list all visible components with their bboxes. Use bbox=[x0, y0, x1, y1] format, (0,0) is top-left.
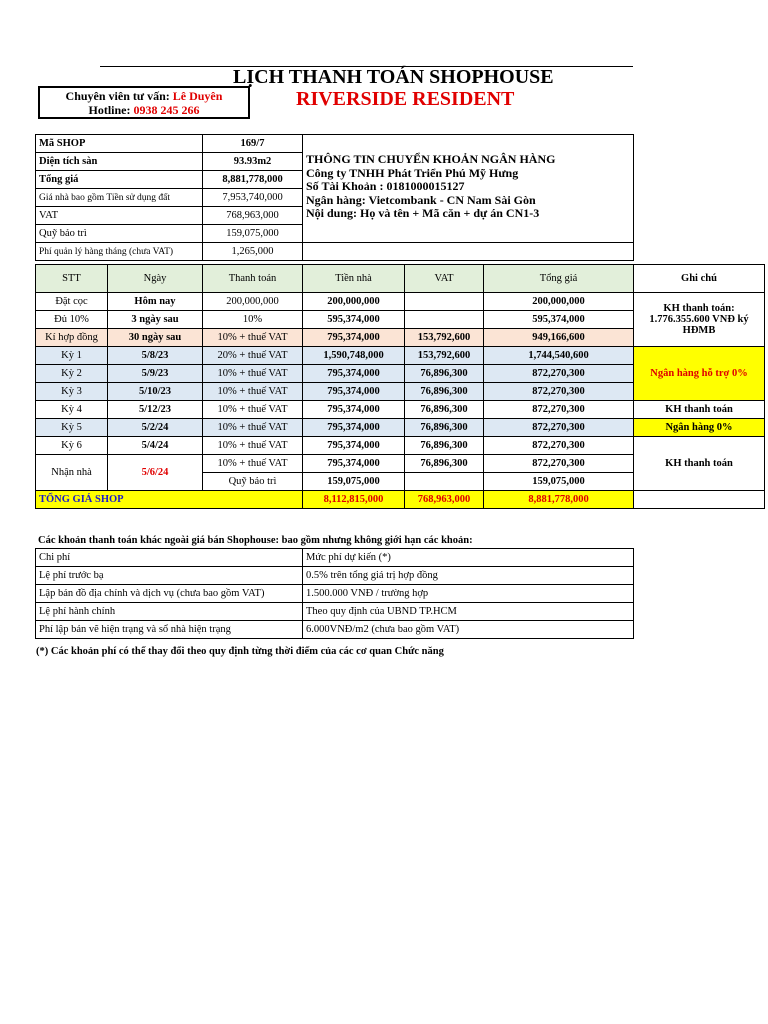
contact-box bbox=[38, 86, 250, 119]
fee-row: Chi phí Mức phí dự kiến (*) bbox=[36, 549, 634, 567]
hotline-number: 0938 245 266 bbox=[133, 103, 200, 117]
shop-info-table bbox=[35, 134, 634, 261]
table-row: Kỳ 2 5/9/23 10% + thuế VAT 795,374,000 76,896,300 872,270,300 bbox=[36, 365, 765, 383]
total-label: TỔNG GIÁ SHOP bbox=[36, 491, 303, 509]
table-row: Kỳ 5 5/2/24 10% + thuế VAT 795,374,000 76,896,300 872,270,300 Ngân hàng 0% bbox=[36, 419, 765, 437]
bank-support-note: Ngân hàng hỗ trợ 0% bbox=[634, 347, 765, 401]
consultant-line: Chuyên viên tư vấn: Lê Duyên bbox=[65, 89, 223, 103]
table-row: Đặt cọc Hôm nay 200,000,000 200,000,000 200,000,000 KH thanh toán: 1.776.355.600 VNĐ ký HĐMB bbox=[36, 293, 765, 311]
bank-transfer-info: THÔNG TIN CHUYỂN KHOẢN NGÂN HÀNG Công ty TNHH Phát Triển Phú Mỹ Hưng Số Tài Khoản : 0181000015127 Ngân hàng: Vietcombank - CN Nam Sài Gòn Nội dung: Họ và tên + Mã căn + dự án CN1-3 bbox=[303, 135, 634, 243]
info-row: Diện tích sàn 93.93m2 bbox=[36, 153, 634, 171]
table-row: Đủ 10% 3 ngày sau 10% 595,374,000 595,374,000 bbox=[36, 311, 765, 329]
table-row: Quỹ bảo trì 159,075,000 159,075,000 bbox=[36, 473, 765, 491]
final-note: KH thanh toán bbox=[634, 437, 765, 491]
info-row: Giá nhà bao gồm Tiền sử dụng đất 7,953,740,000 bbox=[36, 189, 634, 207]
table-row: Kỳ 3 5/10/23 10% + thuế VAT 795,374,000 76,896,300 872,270,300 bbox=[36, 383, 765, 401]
fee-row: Lệ phí hành chính Theo quy định của UBND TP.HCM bbox=[36, 603, 634, 621]
fees-footnote: (*) Các khoản phí có thể thay đổi theo quy định từng thời điểm của các cơ quan Chức năng bbox=[36, 646, 444, 657]
table-row: Kỳ 1 5/8/23 20% + thuế VAT 1,590,748,000 153,792,600 1,744,540,600 Ngân hàng hỗ trợ 0% bbox=[36, 347, 765, 365]
table-header-row: STT Ngày Thanh toán Tiền nhà VAT Tổng giá Ghi chú bbox=[36, 265, 765, 293]
other-fees-title: Các khoản thanh toán khác ngoài giá bán Shophouse: bao gồm nhưng không giới hạn các khoản: bbox=[38, 535, 473, 546]
ky4-note: KH thanh toán bbox=[634, 401, 765, 419]
total-row: TỔNG GIÁ SHOP 8,112,815,000 768,963,000 8,881,778,000 bbox=[36, 491, 765, 509]
table-row: Kỳ 6 5/4/24 10% + thuế VAT 795,374,000 76,896,300 872,270,300 KH thanh toán bbox=[36, 437, 765, 455]
payment-schedule-table bbox=[35, 264, 765, 509]
fee-row: Phí lập bản vẽ hiện trạng và sổ nhà hiện trạng 6.000VNĐ/m2 (chưa bao gồm VAT) bbox=[36, 621, 634, 639]
ky5-note: Ngân hàng 0% bbox=[634, 419, 765, 437]
consultant-name: Lê Duyên bbox=[172, 89, 223, 103]
info-row: Tổng giá 8,881,778,000 bbox=[36, 171, 634, 189]
project-name: RIVERSIDE RESIDENT bbox=[296, 88, 515, 110]
table-row: Kí hợp đồng 30 ngày sau 10% + thuế VAT 795,374,000 153,792,600 949,166,600 bbox=[36, 329, 765, 347]
page-title: LỊCH THANH TOÁN SHOPHOUSE bbox=[233, 66, 554, 88]
table-row: Nhận nhà 5/6/24 10% + thuế VAT 795,374,000 76,896,300 872,270,300 bbox=[36, 455, 765, 473]
info-row: Quỹ bảo trì 159,075,000 bbox=[36, 225, 634, 243]
table-row: Kỳ 4 5/12/23 10% + thuế VAT 795,374,000 76,896,300 872,270,300 KH thanh toán bbox=[36, 401, 765, 419]
fee-row: Lệ phí trước bạ 0.5% trên tổng giá trị hợp đồng bbox=[36, 567, 634, 585]
info-row: Mã SHOP 169/7 THÔNG TIN CHUYỂN KHOẢN NGÂN HÀNG Công ty TNHH Phát Triển Phú Mỹ Hưng Số Tài Khoản : 0181000015127 Ngân hàng: Vietcombank - CN Nam Sài Gòn Nội dung: Họ và tên + Mã căn + dự án CN1-3 bbox=[36, 135, 634, 153]
other-fees-table bbox=[35, 548, 634, 639]
fee-row: Lập bản đồ địa chính và dịch vụ (chưa bao gồm VAT) 1.500.000 VNĐ / trường hợp bbox=[36, 585, 634, 603]
info-row: Phí quản lý hàng tháng (chưa VAT) 1,265,000 bbox=[36, 243, 634, 261]
deposit-note: KH thanh toán: 1.776.355.600 VNĐ ký HĐMB bbox=[634, 293, 765, 347]
info-row: VAT 768,963,000 bbox=[36, 207, 634, 225]
hotline-line: Hotline: 0938 245 266 bbox=[88, 103, 200, 117]
